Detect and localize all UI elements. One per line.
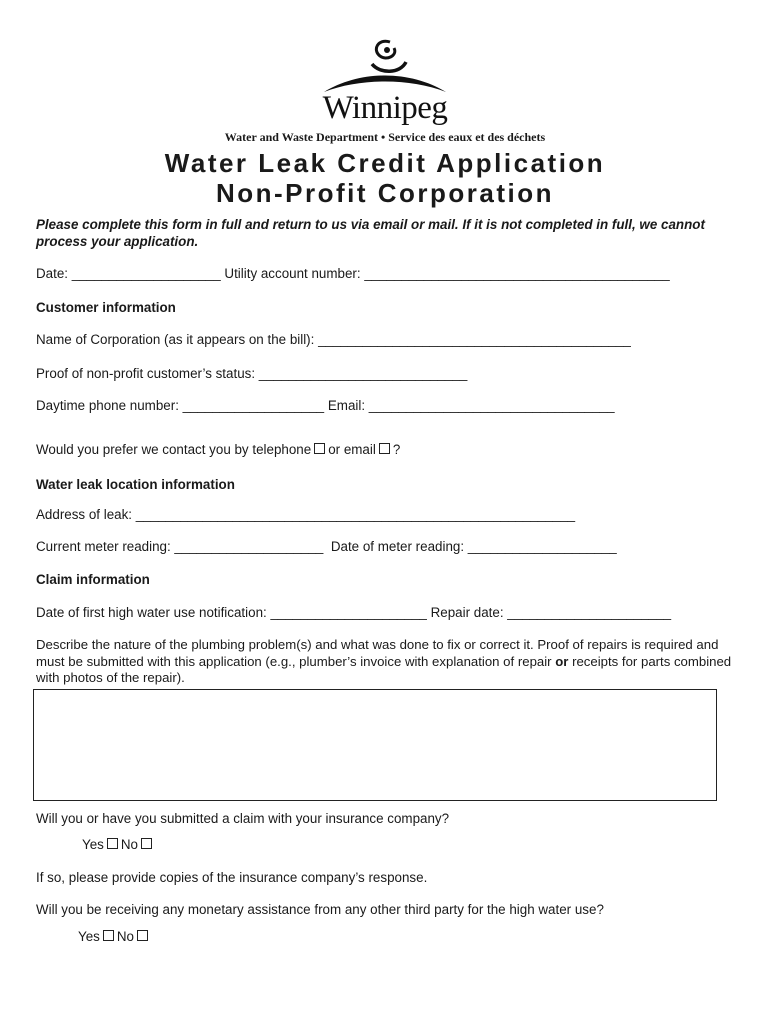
- department-name: Water and Waste Department • Service des eaux et des déchets: [224, 130, 546, 144]
- meter-row: [36, 539, 736, 554]
- customer-info-heading: Customer information: [36, 300, 176, 315]
- form-instructions: Please complete this form in full and return to us via email or mail. If it is not completed in full, we cannot process your application.: [36, 217, 705, 249]
- description-textbox[interactable]: [33, 689, 717, 801]
- utility-account-field[interactable]: Utility account number: _________________________________________: [224, 266, 670, 281]
- insurance-copies-note: If so, please provide copies of the insurance company’s response.: [36, 870, 428, 885]
- corporation-name-field[interactable]: Name of Corporation (as it appears on the bill): __________________________________________: [36, 332, 631, 347]
- leak-address-field[interactable]: Address of leak: ___________________________________________________________: [36, 507, 576, 522]
- phone-field[interactable]: Daytime phone number: ___________________: [36, 398, 325, 413]
- insurance-yes-checkbox[interactable]: [107, 838, 118, 849]
- third-party-yes-checkbox[interactable]: [103, 930, 114, 941]
- third-party-yes-label: Yes: [78, 929, 100, 944]
- contact-preference-row: [36, 442, 736, 457]
- email-field[interactable]: Email: _________________________________: [327, 398, 615, 413]
- question-mark: ?: [392, 442, 401, 457]
- email-checkbox[interactable]: [379, 443, 390, 454]
- claim-dates-row: [36, 605, 736, 620]
- insurance-yes-label: Yes: [82, 837, 104, 852]
- third-party-no-checkbox[interactable]: [137, 930, 148, 941]
- first-notification-field[interactable]: Date of first high water use notification: _____________________: [36, 605, 427, 620]
- phone-email-row: [36, 398, 736, 413]
- third-party-question: Will you be receiving any monetary assistance from any other third party for the high water use?: [36, 902, 604, 917]
- describe-or: or: [555, 653, 569, 669]
- contact-preference-label: Would you prefer we contact you by telephone: [36, 442, 312, 457]
- describe-text-part2: receipts for parts combined with photos of the repair).: [36, 653, 732, 685]
- third-party-no-label: No: [116, 929, 134, 944]
- logo-wordmark: Winnipeg: [322, 90, 448, 126]
- repair-date-field[interactable]: Repair date: ______________________: [430, 605, 672, 620]
- form-subtitle: Non-Profit Corporation: [215, 178, 555, 208]
- describe-instructions: [36, 637, 736, 687]
- winnipeg-swirl-icon: [310, 34, 460, 94]
- describe-text-part1: Describe the nature of the plumbing problem(s) and what was done to fix or correct it. Proof of repairs is required and must be submitted with this application (e.g., plumber’s invoice with explanation of repair: [36, 637, 719, 669]
- claim-info-heading: Claim information: [36, 572, 150, 587]
- proof-status-field[interactable]: Proof of non-profit customer’s status: ____________________________: [36, 366, 468, 381]
- leak-location-heading: Water leak location information: [36, 477, 235, 492]
- telephone-checkbox[interactable]: [314, 443, 325, 454]
- insurance-question: Will you or have you submitted a claim with your insurance company?: [36, 811, 450, 826]
- meter-reading-field[interactable]: Current meter reading: ____________________: [36, 539, 324, 554]
- form-title: Water Leak Credit Application: [164, 148, 606, 178]
- insurance-no-checkbox[interactable]: [141, 838, 152, 849]
- meter-date-field[interactable]: Date of meter reading: ____________________: [330, 539, 617, 554]
- insurance-answer-row: [82, 837, 770, 852]
- date-account-row: [36, 266, 736, 281]
- insurance-no-label: No: [120, 837, 138, 852]
- winnipeg-logo: [310, 34, 460, 130]
- date-field[interactable]: Date: ____________________: [36, 266, 221, 281]
- contact-preference-email-label: or email: [328, 442, 376, 457]
- third-party-answer-row: [78, 929, 770, 944]
